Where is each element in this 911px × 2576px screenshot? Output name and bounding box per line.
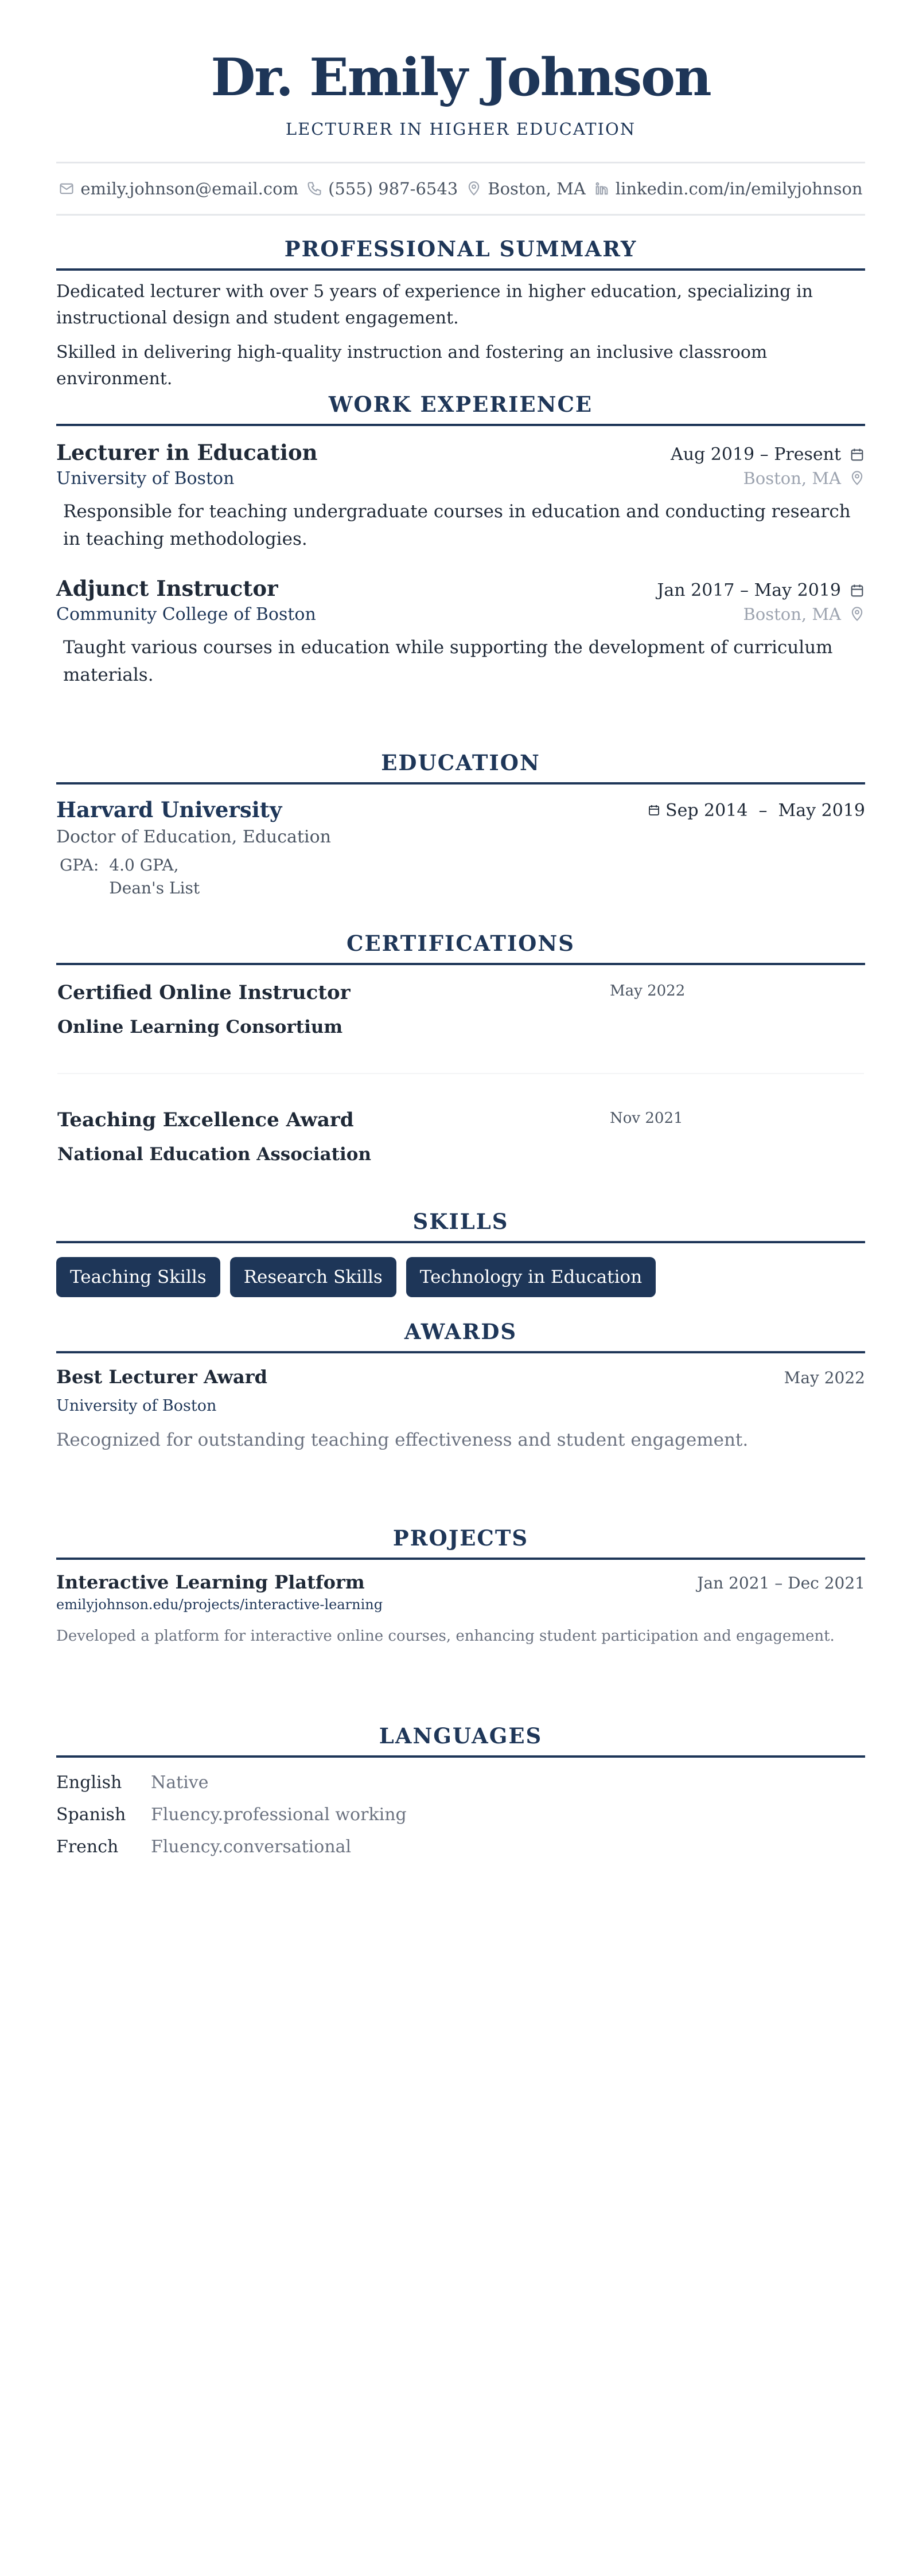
award-description: Recognized for outstanding teaching effectiveness and student engagement. [56,1430,749,1450]
language-level: Fluency.professional working [151,1805,407,1825]
certification-issuer: National Education Association [57,1144,371,1165]
linkedin-icon [594,181,610,197]
experience-heading: WORK EXPERIENCE [56,392,865,426]
language-level: Native [151,1773,209,1793]
language-item [56,1799,865,1831]
project-title: Interactive Learning Platform [56,1571,365,1593]
calendar-icon [849,447,865,463]
education-item [56,797,865,900]
language-name: French [56,1837,119,1857]
skills-section [56,1209,865,1297]
projects-section [56,1525,865,1645]
job-organization: Community College of Boston [56,604,316,625]
job-title: Adjunct Instructor [56,576,278,601]
language-name: Spanish [56,1805,126,1825]
job-description: Responsible for teaching undergraduate courses in education and conducting research in teaching methodologies. [63,501,851,549]
awards-heading: AWARDS [56,1319,865,1353]
school-name: Harvard University [56,797,282,822]
certification-title: Certified Online Instructor [57,981,351,1004]
languages-list [56,1767,865,1863]
language-name: English [56,1773,122,1793]
project-description: Developed a platform for interactive online courses, enhancing student participation and engagement. [56,1627,835,1645]
languages-heading: LANGUAGES [56,1723,865,1758]
job-location [743,469,865,488]
experience-item [56,440,865,553]
certification-date: May 2022 [610,982,686,1000]
projects-heading: PROJECTS [56,1525,865,1560]
language-level: Fluency.conversational [151,1837,352,1857]
location-pin-icon [466,181,482,197]
contact-location [466,179,586,198]
project-dates: Jan 2021 – Dec 2021 [697,1574,865,1593]
gpa-line: Dean's List [109,879,200,897]
job-dates [657,580,865,600]
resume-header [56,0,865,216]
contact-email-text: emily.johnson@email.com [80,179,299,198]
job-dates [671,444,865,465]
contact-linkedin[interactable] [594,179,863,198]
contact-phone-text: (555) 987-6543 [328,179,458,198]
education-dates [647,801,865,821]
contact-phone[interactable] [306,179,458,198]
job-organization: University of Boston [56,469,235,489]
languages-section [56,1723,865,1863]
job-title: Lecturer in Education [56,440,318,465]
job-location-text: Boston, MA [743,469,841,488]
candidate-name: Dr. Emily Johnson [211,47,711,108]
contact-email[interactable] [59,179,298,198]
summary-paragraph: Skilled in delivering high-quality instruction and fostering an inclusive classroom environment. [56,342,768,389]
job-dates-text: Aug 2019 – Present [671,444,841,465]
phone-icon [306,181,322,197]
skill-tag: Research Skills [230,1257,396,1297]
award-organization: University of Boston [56,1397,217,1415]
certifications-section [56,931,865,1183]
contact-linkedin-text: linkedin.com/in/emilyjohnson [615,179,863,198]
awards-section [56,1319,865,1450]
summary-heading: PROFESSIONAL SUMMARY [56,236,865,271]
job-location [743,604,865,624]
contact-bar [56,162,865,216]
project-link[interactable]: emilyjohnson.edu/projects/interactive-learning [56,1597,383,1613]
calendar-icon [849,583,865,599]
mail-icon [59,181,75,197]
certification-issuer: Online Learning Consortium [57,1017,343,1037]
job-description: Taught various courses in education while supporting the development of curriculum materials. [63,637,833,685]
contact-location-text: Boston, MA [488,179,586,198]
calendar-icon [647,803,661,817]
award-date: May 2022 [784,1368,865,1387]
certification-item [57,1074,864,1183]
degree: Doctor of Education, Education [56,827,331,847]
job-dates-text: Jan 2017 – May 2019 [657,580,841,600]
award-item [56,1366,865,1450]
skill-tag: Teaching Skills [56,1257,220,1297]
project-item [56,1571,865,1645]
gpa-line: 4.0 GPA, [109,856,179,875]
education-section [56,750,865,900]
resume-page [56,0,865,1857]
gpa-values [109,854,200,900]
skill-tag: Technology in Education [406,1257,656,1297]
experience-section [56,392,865,689]
experience-item [56,576,865,689]
gpa [60,854,865,900]
certification-item [57,965,864,1074]
location-pin-icon [849,470,865,486]
skills-heading: SKILLS [56,1209,865,1243]
certification-title: Teaching Excellence Award [57,1109,354,1131]
award-title: Best Lecturer Award [56,1366,267,1388]
language-item [56,1767,865,1799]
job-location-text: Boston, MA [743,604,841,624]
candidate-title: LECTURER IN HIGHER EDUCATION [285,119,636,139]
location-pin-icon [849,606,865,622]
summary-paragraph: Dedicated lecturer with over 5 years of experience in higher education, specializing in instructional design and student engagement. [56,282,813,328]
summary-section [56,236,865,392]
certifications-heading: CERTIFICATIONS [56,931,865,965]
education-dates-text: Sep 2014 – May 2019 [665,800,865,821]
gpa-label: GPA: [60,856,99,875]
certification-date: Nov 2021 [610,1110,683,1127]
language-item [56,1831,865,1863]
education-heading: EDUCATION [56,750,865,784]
skills-list [56,1257,865,1297]
